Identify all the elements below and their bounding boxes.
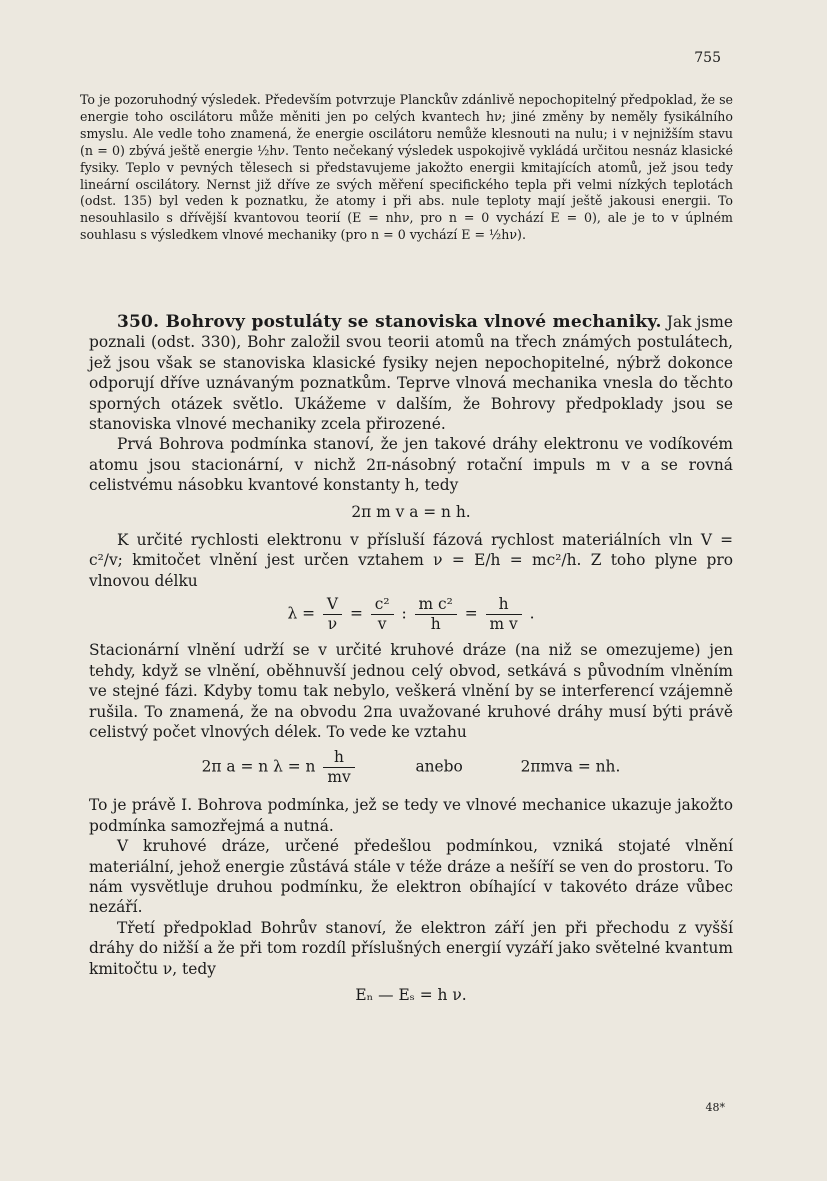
fraction-h-over-mv bbox=[486, 595, 522, 634]
main-text bbox=[89, 312, 733, 1013]
fraction-h-over-mv-2 bbox=[323, 748, 354, 787]
paragraph-third-condition: Třetí předpoklad Bohrův stanoví, že elektron září jen při přechodu z vyšší dráhy do nižší a že při tom rozdíl příslušných energií vyzáří jako světelné kvantum kmitočtu ν, tedy bbox=[89, 918, 733, 978]
paragraph-oscillator: To je pozoruhodný výsledek. Především potvrzuje Planckův zdánlivě nepochopitelný předpoklad, že se energie toho oscilátoru může měniti jen po celých kvantech hν; jiné změny by neměly fysikálního smyslu. Ale vedle toho znamená, že energie oscilátoru nemůže klesnouti na nulu; i v nejnižším stavu (n = 0) zbývá ještě energie ½hν. Tento nečekaný výsledek uspokojivě vykládá určitou nesnáz klasické fysiky. Teplo v pevných tělesech si představujeme jakožto energii kmitajících atomů, jež jsou tedy lineární oscilátory. Nernst již dříve ze svých měření specifického tepla při velmi nízkých teplotách (odst. 135) byl veden k poznatku, že atomy i při abs. nule teploty mají ještě jakousi energii. To nesouhlasilo s dřívější kvantovou teorií (E = nhν, pro n = 0 vychází E = 0), ale je to v úplném souhlasu s výsledkem vlnové mechaniky (pro n = 0 vychází E = ½hν). bbox=[80, 92, 733, 243]
fraction-numerator: m c² bbox=[415, 595, 457, 615]
paragraph-second-condition: V kruhové dráze, určené předešlou podmínkou, vzniká stojaté vlnění materiální, jehož energie zůstává stále v téže dráze a nešíří se ven do prostoru. To nám vysvětluje druhou podmínku, že elektron obíhající v takovéto dráze vůbec nezáří. bbox=[89, 837, 733, 917]
eq2-lhs: λ = bbox=[287, 604, 315, 623]
section-text: Jak jsme poznali (odst. 330), Bohr založil svou teorii atomů na třech známých postulátech, jež jsou však se stanoviska klasické fysiky nejen nepochopitelné, nýbrž dokonce odporují dříve uznávaným poznatkům. Teprve vlnová mechanika vnesla do těchto sporných otázek světlo. Ukážeme v dalším, že Bohrovy předpoklady jsou se stanoviska vlnové mechaniky zcela přirozené. bbox=[89, 313, 733, 434]
paragraph-standing-waves: Stacionární vlnění udrží se v určité kruhové dráze (na niž se omezujeme) jen tehdy, když se vlnění, oběhnuvší jednou celý obvod, setkává s původním vlněním ve stejné fázi. Kdyby tomu tak nebylo, veškerá vlnění by se interferencí vzájemně rušila. To znamená, že na obvodu 2πa uvažované kruhové dráhy musí býti právě celistvý počet vlnových délek. To vede ke vztahu bbox=[89, 641, 733, 741]
fraction-c2-over-v bbox=[371, 595, 394, 634]
signature-mark: 48* bbox=[705, 1101, 725, 1114]
fraction-mc2-over-h bbox=[415, 595, 457, 634]
equation-wavelength bbox=[89, 595, 733, 634]
eq3-rhs: 2πmva = nh. bbox=[520, 757, 621, 776]
eq3-connector: anebo bbox=[415, 757, 463, 776]
eq3-lhs: 2π a = n λ = n bbox=[201, 757, 316, 776]
section-350 bbox=[89, 312, 733, 434]
small-print-paragraph bbox=[80, 92, 733, 244]
period: . bbox=[529, 604, 535, 623]
fraction-V-over-v bbox=[323, 595, 342, 634]
equals-sign: = bbox=[349, 604, 363, 623]
equals-sign: = bbox=[464, 604, 478, 623]
page-number: 755 bbox=[694, 50, 721, 66]
fraction-denominator: ν bbox=[327, 615, 338, 634]
fraction-denominator: v bbox=[377, 615, 387, 634]
fraction-numerator: h bbox=[323, 748, 354, 768]
fraction-numerator: V bbox=[323, 595, 342, 615]
paragraph-phase-velocity: K určité rychlosti elektronu v přísluší fázová rychlost materiálních vln V = c²/v; kmitočet vlnění jest určen vztahem ν = E/h = mc²/h. Z toho plyne pro vlnovou délku bbox=[89, 531, 733, 590]
fraction-denominator: mv bbox=[327, 768, 351, 787]
fraction-denominator: h bbox=[430, 615, 441, 634]
equation-1: 2π m v a = n h. bbox=[351, 502, 471, 521]
fraction-numerator: c² bbox=[371, 595, 394, 615]
equation-circumference bbox=[89, 748, 733, 787]
colon-sign: : bbox=[401, 604, 407, 623]
paragraph-conclusion-1: To je právě I. Bohrova podmínka, jež se tedy ve vlnové mechanice ukazuje jakožto podmínka samozřejmá a nutná. bbox=[89, 796, 733, 835]
fraction-numerator: h bbox=[486, 595, 522, 615]
section-heading: 350. Bohrovy postuláty se stanoviska vlnové mechaniky. bbox=[117, 312, 662, 332]
equation-energy: Eₙ — Eₛ = h ν. bbox=[355, 985, 467, 1004]
fraction-denominator: m v bbox=[489, 615, 518, 634]
paragraph-first-condition: Prvá Bohrova podmínka stanoví, že jen takové dráhy elektronu ve vodíkovém atomu jsou stacionární, v nichž 2π-násobný rotační impuls m v a se rovná celistvému násobku kvantové konstanty h, tedy bbox=[89, 435, 733, 495]
